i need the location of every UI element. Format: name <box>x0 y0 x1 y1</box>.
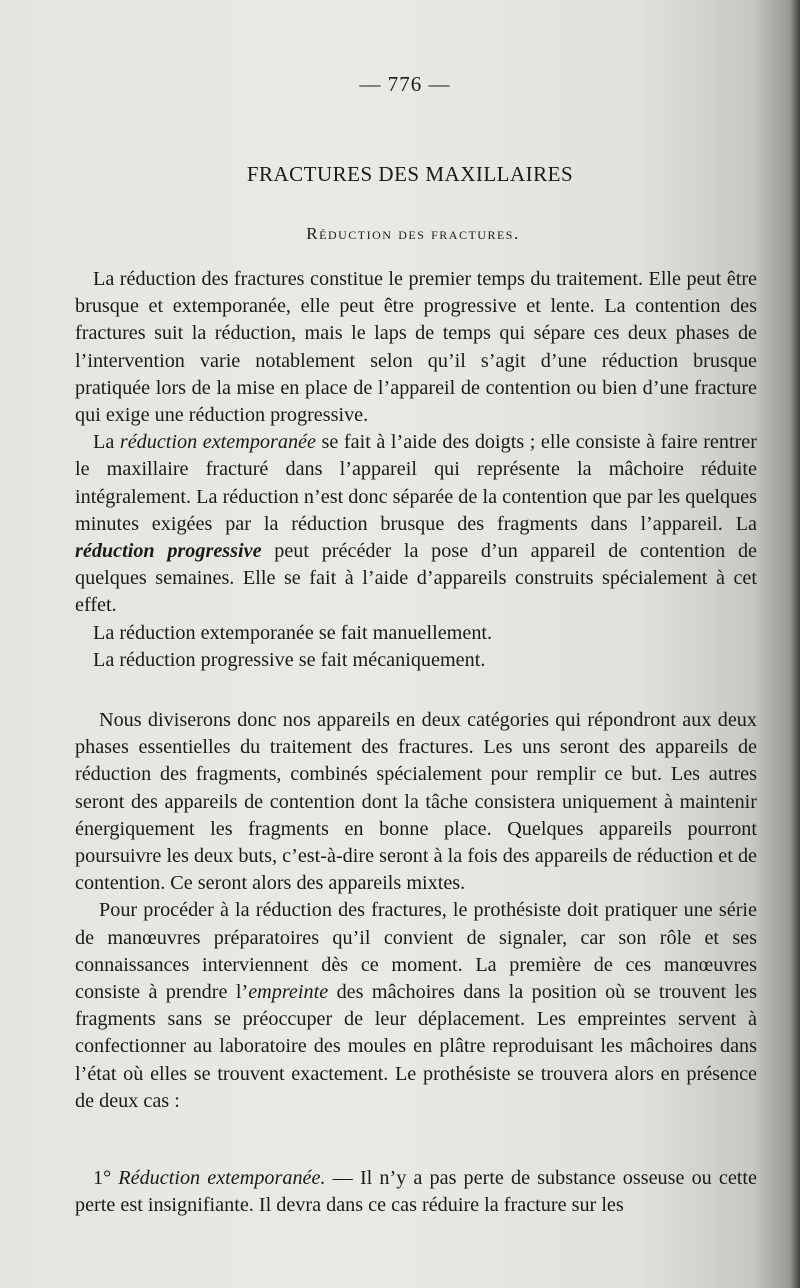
paragraph-text: peut précéder la pose d’un appareil de contention de quelques semaines. Elle se fait à l’aide d’appareils construits spécialement à cet effet. <box>75 540 757 617</box>
chapter-title: FRACTURES DES MAXILLAIRES <box>246 162 574 186</box>
page-edge-shadow <box>790 0 800 1288</box>
section-title: Réduction des fractures. <box>306 224 520 243</box>
italic-term: réduction extemporanée <box>119 431 316 454</box>
italic-term: Réduction extemporanée. <box>118 1167 326 1189</box>
paragraph-manuellement <box>75 620 757 647</box>
paragraph-text: La réduction progressive se fait mécaniquement. <box>93 648 486 671</box>
text-block-appareils <box>75 707 757 1115</box>
paragraph-text: Nous diviserons donc nos appareils en deux catégories qui répondront aux deux phases essentielles du traitement des fractures. Les uns seront des appareils de réduction des fragments, combinés spécialement pour remplir ce but. Les autres seront des appareils de contention dont la tâche consistera uniquement à maintenir énergiquement les fragments en bonne place. Quelques appareils pourront poursuivre les deux buts, c’est-à-dire seront à la fois des appareils de réduction et de contention. Ce seront alors des appareils mixtes. <box>75 709 757 895</box>
paragraph-text: Pour procéder à la réduction des fractures, le prothésiste doit pratiquer une série de manœuvres préparatoires qu’il convient de signaler, car son rôle et ses connaissances interviennent dès ce moment. La première de ces manœuvres consiste à prendre l’ <box>75 899 757 1004</box>
italic-term: réduction progressive <box>75 540 262 563</box>
text-block-reduction <box>75 266 757 674</box>
paragraph-text: La réduction des fractures constitue le premier temps du traitement. Elle peut être brusque et extemporanée, elle peut être progressive et lente. La contention des fractures suit la réduction, mais le laps de temps qui sépare ces deux phases de l’intervention varie notablement selon qu’il s’agit d’une réduction brusque pratiquée lors de la mise en place de l’appareil de contention ou bien d’une fracture qui exige une réduction progressive. <box>75 268 757 427</box>
italic-term: empreinte <box>248 981 329 1004</box>
paragraph-categories <box>75 707 757 897</box>
paragraph-text: La <box>93 431 120 454</box>
paragraph-case-one <box>75 1165 757 1219</box>
paragraph-intro <box>75 266 757 429</box>
text-block-cas <box>75 1165 757 1219</box>
paragraph-text: — Il n’y a pas perte de substance osseuse ou cette perte est insignifiante. Il devra dans ce cas réduire la fracture sur les <box>75 1167 757 1217</box>
paragraph-mecaniquement <box>75 647 757 674</box>
page-number: — 776 — <box>359 72 451 96</box>
paragraph-text: se fait à l’aide des doigts ; elle consiste à faire rentrer le maxillaire fracturé dans l’appareil qui représente la mâchoire réduite intégralement. La réduction n’est donc séparée de la contention que par les quelques minutes exigées par la réduction brusque des fragments dans l’appareil. La <box>75 431 757 535</box>
paragraph-extemporanee <box>75 429 757 619</box>
paragraph-text: des mâchoires dans la position où se trouvent les fragments sans se préoccuper de leur déplacement. Les empreintes servent à confectionner au laboratoire des moules en plâtre reproduisant les mâchoires dans l’état où elles se trouvent exactement. Le prothésiste se trouvera alors en présence de deux cas : <box>75 981 757 1112</box>
paragraph-text: 1° <box>93 1167 119 1189</box>
paragraph-empreinte <box>75 897 757 1115</box>
paragraph-text: La réduction extemporanée se fait manuellement. <box>93 621 493 644</box>
